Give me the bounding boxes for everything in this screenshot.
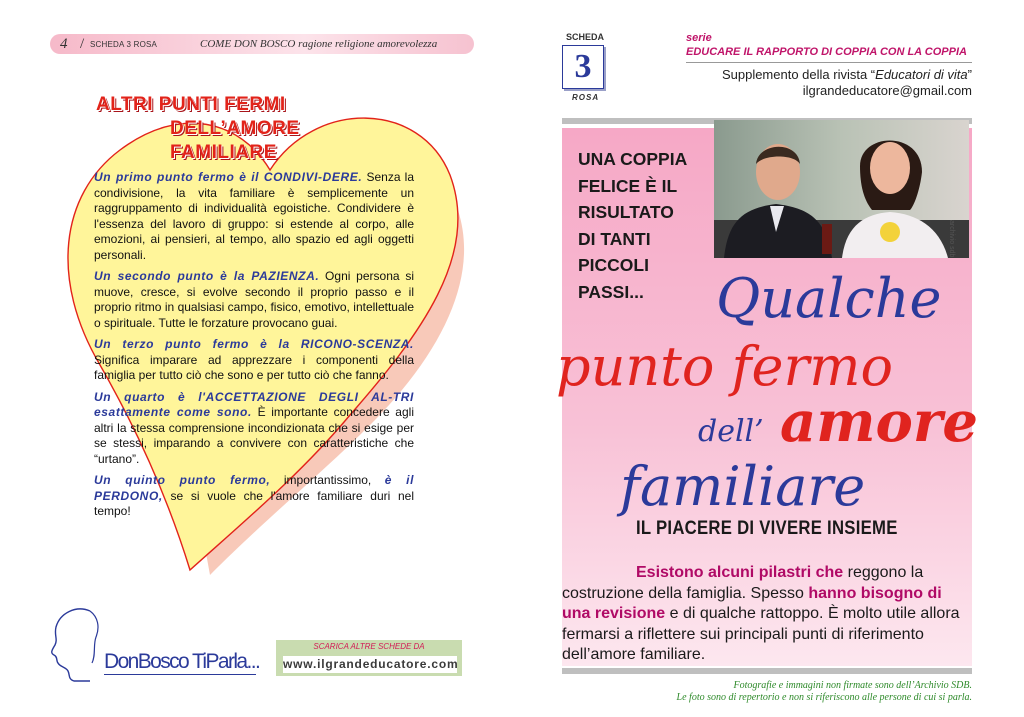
header-slash: / (80, 36, 85, 52)
footnote-line-2: Le foto sono di repertorio e non si riferiscono alle persone di cui si parla. (676, 692, 972, 703)
photo-caption: archivio sdb (948, 220, 955, 258)
left-title-line-1: ALTRI PUNTI FERMI (96, 94, 286, 115)
paragraph-pazienza (94, 269, 414, 331)
text-perdono-2: se si vuole che l'amore familiare duri nel tempo! (94, 488, 414, 518)
teaser-line-6: PASSI... (578, 281, 644, 302)
logo-underline (104, 674, 256, 675)
paragraph-accettazione (94, 390, 414, 468)
teaser-line-1: UNA COPPIA (578, 149, 688, 169)
teaser-line-4: DI TANTI (578, 228, 651, 249)
teaser-line-2: FELICE È IL (578, 175, 678, 196)
paragraph-perdono (94, 473, 414, 520)
panel-bottom-bar (562, 668, 972, 674)
series-title: EDUCARE IL RAPPORTO DI COPPIA CON LA COPPIA (686, 46, 967, 58)
page-number: 4 (60, 36, 68, 52)
intro-bold-2: hanno bisogno di una revisione (562, 584, 942, 622)
text-riconoscenza: Significa imparare ad apprezzare i componenti della famiglia per tutto ciò che sono e per tutto ciò che fanno. (94, 352, 414, 382)
supplement-prefix: Supplemento della rivista “ (721, 67, 876, 82)
text-condividere: Senza la condivisione, la vita familiare è semplicemente un raggruppamento di individualità egoistiche. Condividere è l'essenza del lavoro di gruppo: si estende al corpo, alle emozioni, ai pensieri, al tempo, allo spazio ed agli oggetti personali. (94, 170, 414, 262)
lead-riconoscenza: Un terzo punto fermo è la RICONO-SCENZA. (94, 337, 414, 351)
intro-text-2: e di qualche rattoppo. È molto utile allora fermarsi a riflettere sui principali punti di riferimento dell’amore familiare. (562, 605, 960, 663)
bride-head (870, 142, 910, 194)
header-scheda-label: SCHEDA 3 ROSA (90, 40, 158, 49)
download-url-link[interactable]: www.ilgrandeducatore.com (283, 657, 459, 671)
intro-paragraph (562, 563, 972, 666)
lead-pazienza: Un secondo punto è la PAZIENZA. (94, 269, 320, 283)
download-label: SCARICA ALTRE SCHEDE DA (313, 642, 425, 651)
supplement-line (686, 67, 972, 82)
script-amore: amore (780, 389, 979, 455)
text-perdono-1: importantissimo, (270, 473, 385, 487)
script-punto-fermo: punto fermo (556, 335, 893, 398)
scheda-variant: ROSA (572, 93, 600, 102)
left-title-line-2: DELL’AMORE (170, 118, 300, 139)
section-subtitle: IL PIACERE DI VIVERE INSIEME (636, 518, 898, 539)
text-pazienza: Ogni persona si muove, cresce, si evolve secondo il proprio passo e il proprio ritmo in qualsiasi campo, fisico, emotivo, intellettuale o spirituale. Tutte le forzature provocano guai. (94, 269, 414, 330)
scheda-number-badge: 3 (562, 45, 604, 89)
script-title (548, 235, 988, 520)
lead-perdono: Un quinto punto fermo, (94, 473, 271, 487)
don-bosco-logo-text: DonBosco TiParla... (104, 650, 260, 673)
scheda-label: SCHEDA (566, 32, 605, 42)
text-accettazione: È importante concedere agli altri la stessa comprensione incondizionata che si esige per se stessi, imparando a convivere con caratteristiche che “urtano”. (94, 405, 414, 466)
teaser-line-5: PICCOLI (578, 255, 649, 275)
left-body-text (94, 170, 414, 526)
teaser-line-3: RISULTATO (578, 202, 674, 222)
header-title: COME DON BOSCO ragione religione amorevolezza (200, 38, 438, 50)
intro-bold-1: Esistono alcuni pilastri che (636, 564, 844, 581)
paragraph-riconoscenza (94, 337, 414, 384)
lead-condividere: Un primo punto fermo è il CONDIVI-DERE. (94, 170, 363, 184)
lead-accettazione: Un quarto è l'ACCETTAZIONE DEGLI AL-TRI esattamente come sono. (94, 389, 414, 419)
supplement-magazine: Educatori di vita (875, 67, 968, 82)
contact-email[interactable]: ilgrandeducatore@gmail.com (802, 83, 972, 98)
intro-text-1: reggono la costruzione della famiglia. Spesso (562, 564, 924, 602)
script-dell: dell’ (698, 414, 764, 449)
lead-perdono-2: è il PERDONO, (94, 473, 415, 503)
series-label: serie (686, 32, 712, 44)
script-qualche: Qualche (716, 267, 942, 330)
script-familiare: familiare (620, 455, 866, 518)
don-bosco-profile-icon (46, 605, 106, 685)
supplement-suffix: ” (967, 67, 972, 82)
footnote-line-1: Fotografie e immagini non firmate sono dell’Archivio SDB. (733, 680, 972, 691)
left-title-line-3: FAMILIARE (170, 142, 277, 163)
paragraph-condividere (94, 170, 414, 263)
series-divider (686, 62, 972, 63)
